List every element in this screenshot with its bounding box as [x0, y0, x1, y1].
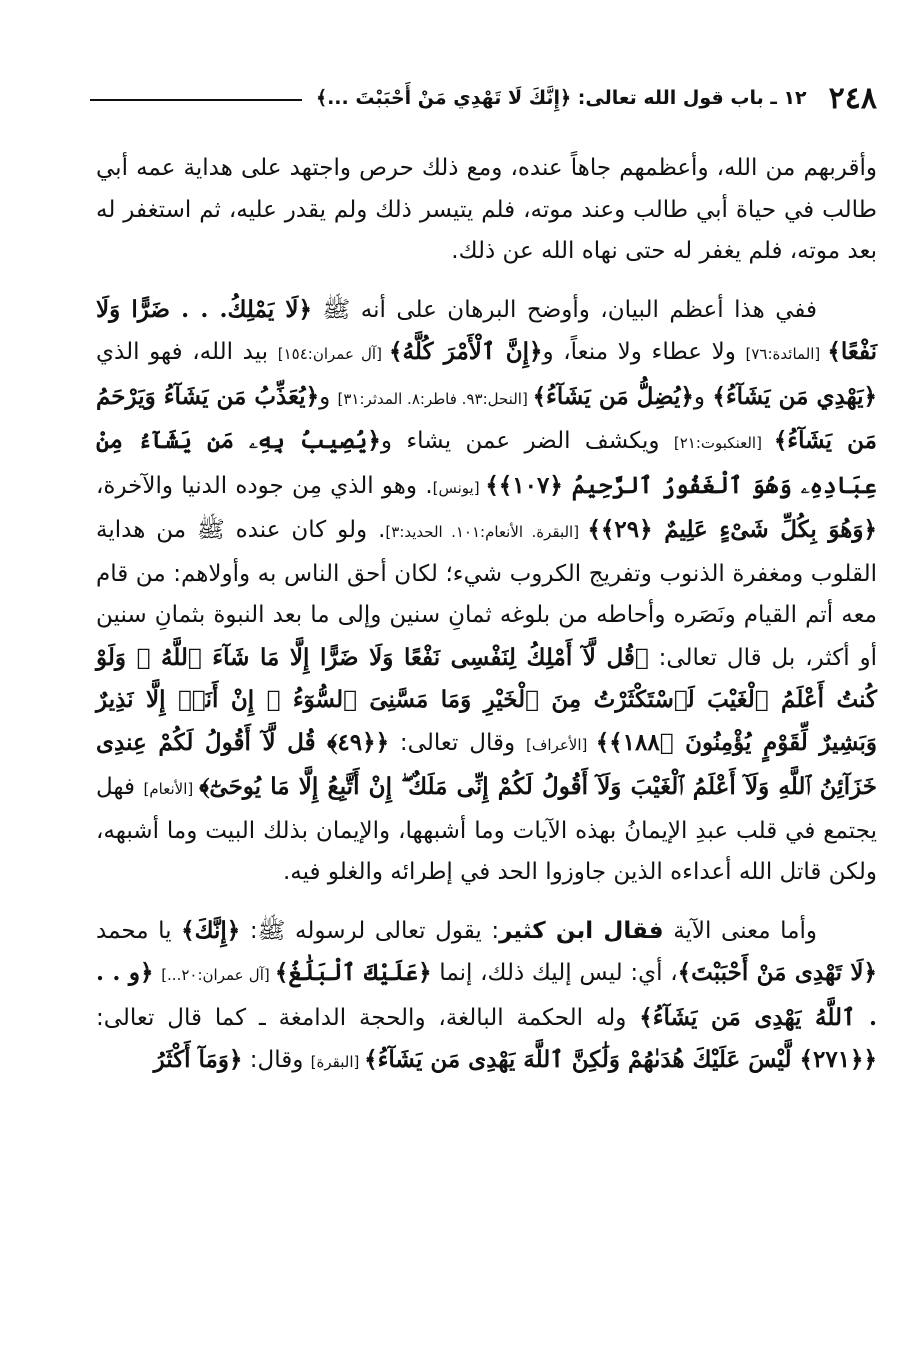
text-run: . وهو الذي مِن جوده الدنيا والآخرة،	[96, 472, 433, 499]
text-run: : يقول تعالى لرسوله ﷺ:	[240, 917, 500, 944]
header-rule	[90, 99, 302, 101]
text-run: يا محمد	[96, 917, 182, 944]
text-run: ولا عطاء ولا منعاً، و	[542, 339, 746, 365]
verse-reference: [آل عمران:٢٠...]	[161, 966, 275, 984]
quran-verse: ﴿لَا يَمْلِكُ. . . ضَرًّا وَلَا نَفْعًا﴾	[96, 295, 878, 365]
text-run: . ولو كان عنده ﷺ من هداية القلوب ومغفرة الذنوب وتفريج الكروب شيء؛ لكان أحق الناس به وأولاهم: من قام معه أتم القيام ونَصَره وأحاطه من بلوغه ثمانِ سنين وإلى ما بعد النبوة بثمانِ سنين أو أكثر، بل قال تعالى:	[96, 517, 877, 671]
running-head: ١٢ ـ باب قول الله تعالى: ﴿إِنَّكَ لَا تَهْدِي مَنْ أَحْبَبْتَ ...﴾	[315, 87, 807, 109]
text-run: وأما معنى الآية	[663, 917, 817, 944]
quran-verse: ﴿﴿٤٩﴾ قُل لَّآ أَقُولُ لَكُمْ عِندِى خَزَآئِنُ ٱللَّهِ وَلَآ أَعْلَمُ ٱلْغَيْبَ وَلَآ أَقُولُ لَكُمْ إِنِّى مَلَكٌ ۖ إِنْ أَتَّبِعُ إِلَّا مَا يُوحَىٰٓ﴾	[96, 728, 878, 800]
verse-reference: [الأعراف]	[525, 735, 596, 754]
text-run: ففي هذا أعظم البيان، وأوضح البرهان على أنه ﷺ	[312, 296, 817, 323]
paragraph	[96, 148, 877, 273]
quran-verse: ﴿وَهُوَ بِكُلِّ شَىْءٍ عَلِيمٌ ﴿٢٩﴾﴾	[587, 516, 877, 543]
verse-reference: [المائدة:٧٦]	[745, 345, 828, 363]
text-run: و	[693, 383, 713, 410]
verse-reference: [يونس]	[432, 478, 486, 497]
verse-reference: [البقرة. الأنعام:١٠١. الحديد:٣]	[385, 523, 588, 541]
quran-verse: ﴿يُعَذِّبُ مَن يَشَآءُ وَيَرْحَمُ مَن يَشَآءُ﴾	[96, 382, 877, 454]
text-run: وقال تعالى:	[389, 729, 526, 756]
text-run: و	[319, 383, 338, 410]
quran-verse: ﴿يُضِلُّ مَن يَشَآءُ﴾	[532, 382, 694, 410]
quran-verse: ﴿يُصِيبُ بِهِۦ مَن يَشَآءُ مِنْ عِبَادِهِۦ وَهُوَ ٱلْغَفُورُ ٱلرَّحِيمُ ﴿١٠٧﴾﴾	[96, 427, 877, 499]
verse-reference: [العنكبوت:٢١]	[673, 434, 774, 452]
text-run: ، أي: ليس إليك ذلك، إنما	[431, 960, 678, 986]
quran-verse: ﴿عَلَيْكَ ٱلْبَلَٰغُ﴾	[274, 959, 432, 986]
paragraph	[96, 289, 877, 894]
page-header	[90, 78, 877, 118]
text-run: بيد الله، فهو الذي	[96, 339, 278, 365]
body-text	[96, 148, 877, 1084]
verse-reference: [البقرة]	[310, 1053, 365, 1071]
verse-reference: [آل عمران:١٥٤]	[277, 345, 390, 363]
quran-verse: ﴿﴿٢٧١﴾ لَّيْسَ عَلَيْكَ هُدَىٰهُمْ وَلَٰكِنَّ ٱللَّهَ يَهْدِى مَن يَشَآءُ﴾	[364, 1046, 877, 1073]
quran-verse: ﴿قُل لَّآ أَمْلِكُ لِنَفْسِى نَفْعًا وَلَا ضَرًّا إِلَّا مَا شَآءَ ٱللَّهُ ۚ وَلَوْ كُنتُ أَعْلَمُ ٱلْغَيْبَ لَٱسْتَكْثَرْتُ مِنَ ٱلْخَيْرِ وَمَا مَسَّنِىَ ٱلسُّوٓءُ ۚ إِنْ أَنَا۠ إِلَّا نَذِيرٌ وَبَشِيرٌ لِّقَوْمٍ يُؤْمِنُونَ ﴿١٨٨﴾﴾	[96, 643, 877, 756]
text-run: فهل يجتمع في قلب عبدِ الإيمانُ بهذه الآيات وما أشبهها، والإيمان بذلك البيت وما أشبهه، ولكن قاتل الله أعداءه الذين جاوزوا الحد في إطرائه والغلو فيه.	[96, 774, 877, 885]
page-number: ٢٤٨	[828, 80, 877, 116]
text-run: وأقربهم من الله، وأعظمهم جاهاً عنده، ومع ذلك حرص واجتهد على هداية عمه أبي طالب في حياة أبي طالب وعند موته، فلم يتيسر ذلك ولم يقدر عليه، ثم استغفر له بعد موته، فلم يغفر له حتى نهاه الله عن ذلك.	[96, 155, 877, 264]
quran-verse: ﴿لَا تَهْدِى مَنْ أَحْبَبْتَ﴾	[677, 959, 877, 986]
text-run: وله الحكمة البالغة، والحجة الدامغة ـ كما قال تعالى:	[96, 1004, 640, 1031]
author-name: فقال ابن كثير	[499, 917, 664, 944]
quran-verse: ﴿إِنَّكَ﴾	[181, 916, 241, 944]
verse-reference: [الأنعام]	[143, 780, 200, 798]
text-run: وقال:	[242, 1047, 311, 1073]
quran-verse: ﴿إِنَّ ٱلْأَمْرَ كُلَّهُ﴾	[389, 338, 543, 365]
quran-verse: ﴿يَهْدِي مَن يَشَآءُ﴾	[712, 382, 878, 410]
paragraph	[96, 910, 877, 1084]
quran-verse: ﴿و . . . ٱللَّهُ يَهْدِى مَن يَشَآءُ﴾	[96, 959, 877, 1031]
verse-reference: [النحل:٩٣. فاطر:٨. المدثر:٣١]	[337, 389, 533, 408]
quran-verse: ﴿وَمَآ أَكْثَرُ	[153, 1046, 243, 1073]
text-run: ويكشف الضر عمن يشاء و	[380, 428, 674, 454]
